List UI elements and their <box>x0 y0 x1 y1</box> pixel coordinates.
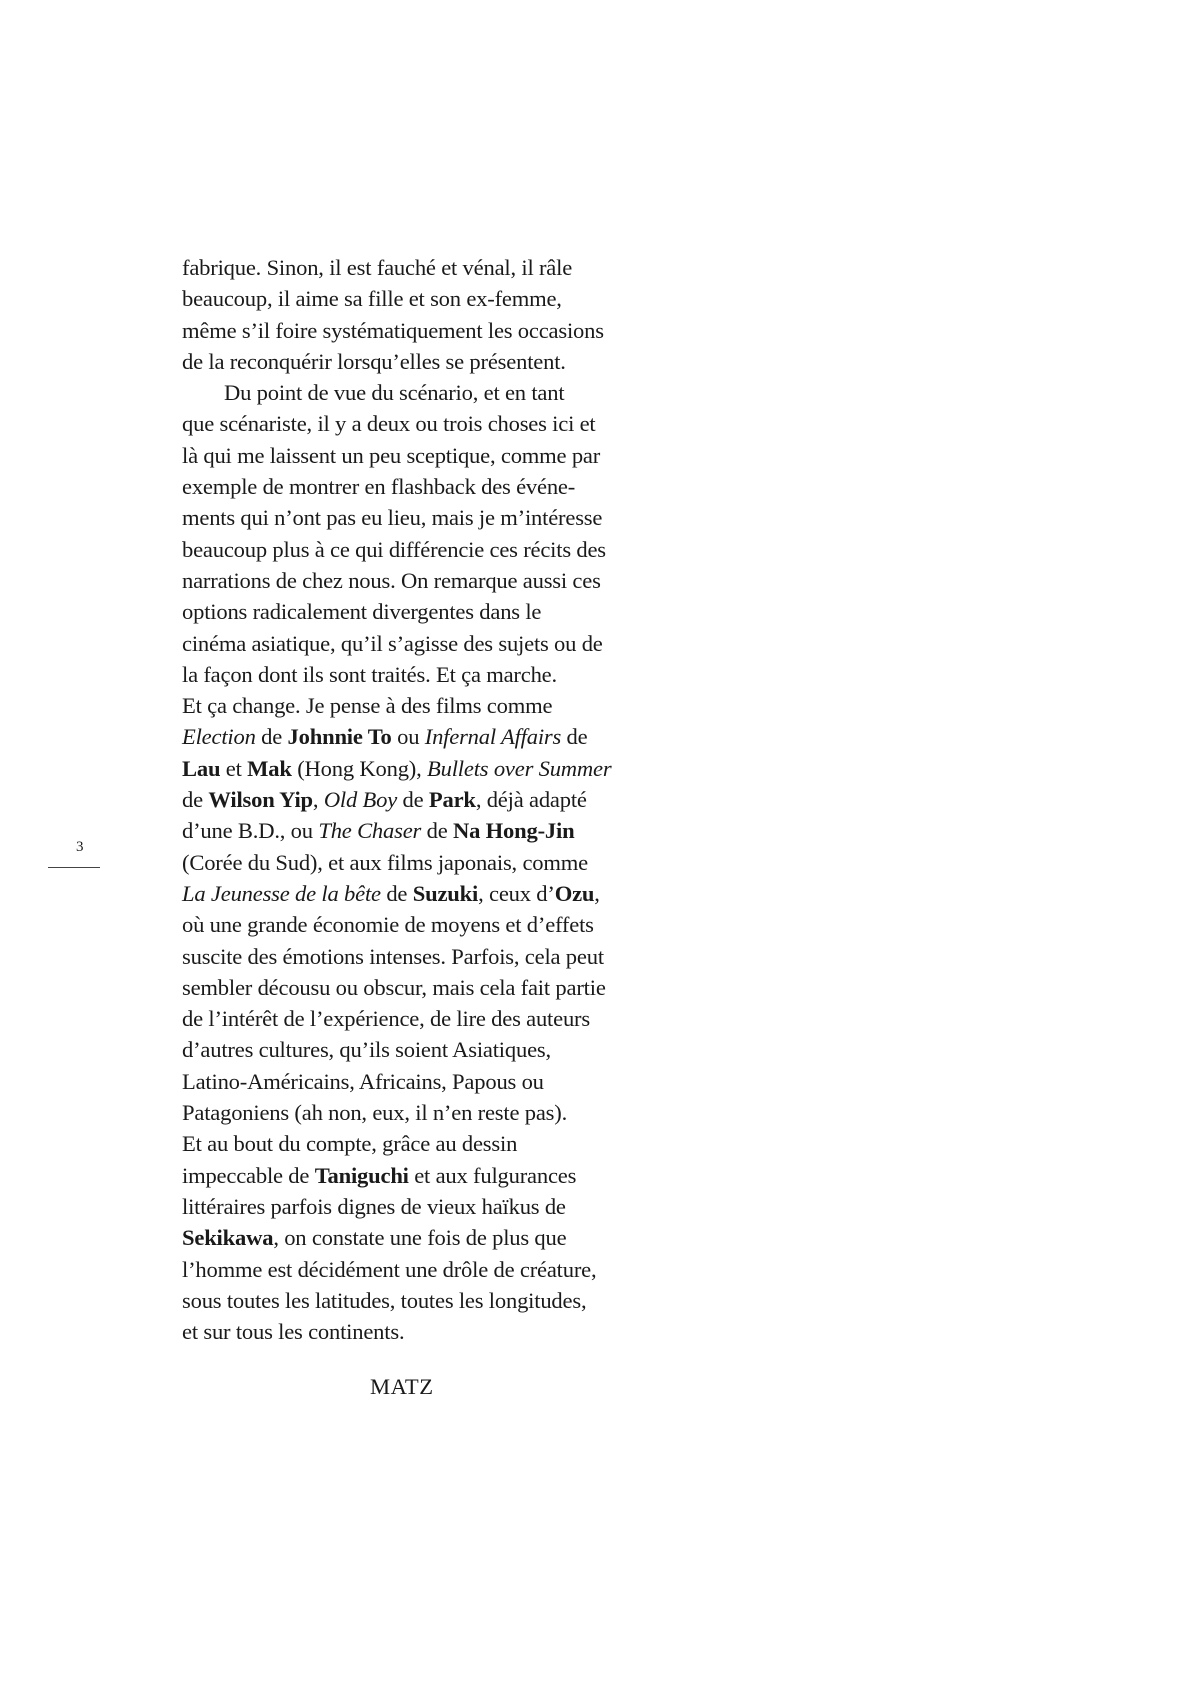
text-run: d’autres cultures, qu’ils soient Asiatiques, <box>182 1037 551 1063</box>
text-run: ou <box>391 724 425 750</box>
text-run: impeccable de <box>182 1162 315 1188</box>
title-italic: Bullets over Summer <box>427 755 612 781</box>
text-line <box>182 315 652 346</box>
page-number-rule <box>48 867 100 868</box>
text-run: là qui me laissent un peu sceptique, comme par <box>182 442 601 468</box>
text-run: de <box>182 787 209 813</box>
name-bold: Wilson Yip <box>208 787 313 813</box>
text-line <box>182 972 652 1003</box>
title-italic: Old Boy <box>323 787 398 813</box>
page-number: 3 <box>76 839 84 855</box>
text-run: Et ça change. Je pense à des films comme <box>182 693 553 719</box>
text-run: narrations de chez nous. On remarque aussi ces <box>182 567 601 593</box>
text-line <box>182 1034 652 1065</box>
text-line <box>182 721 652 752</box>
text-line <box>182 1316 652 1347</box>
text-line <box>182 408 652 439</box>
text-line <box>182 252 652 283</box>
text-run: Patagoniens (ah non, eux, il n’en reste pas). <box>182 1100 568 1126</box>
text-run: sous toutes les latitudes, toutes les longitudes, <box>182 1287 587 1313</box>
text-line <box>182 596 652 627</box>
text-line <box>182 1066 652 1097</box>
text-line <box>182 847 652 878</box>
text-run: que scénariste, il y a deux ou trois choses ici et <box>182 411 596 437</box>
text-run: d’une B.D., ou <box>182 818 319 844</box>
text-run: , déjà adapté <box>475 787 587 813</box>
text-run: et aux fulgurances <box>408 1162 577 1188</box>
text-run: , <box>594 880 600 906</box>
text-line <box>182 1097 652 1128</box>
text-run: de l’intérêt de l’expérience, de lire des auteurs <box>182 1006 590 1032</box>
text-run: sembler décousu ou obscur, mais cela fait partie <box>182 974 606 1000</box>
title-italic: Infernal Affairs <box>424 724 562 750</box>
text-run: Et au bout du compte, grâce au dessin <box>182 1131 518 1157</box>
text-line <box>182 565 652 596</box>
text-line <box>182 878 652 909</box>
text-line <box>182 534 652 565</box>
text-line <box>182 628 652 659</box>
text-run: même s’il foire systématiquement les occasions <box>182 317 604 343</box>
text-line <box>182 941 652 972</box>
text-run: (Hong Kong), <box>291 755 428 781</box>
text-run: l’homme est décidément une drôle de créature, <box>182 1256 597 1282</box>
text-run: options radicalement divergentes dans le <box>182 599 542 625</box>
text-run: littéraires parfois dignes de vieux haïkus de <box>182 1193 566 1219</box>
text-line <box>182 659 652 690</box>
name-bold: Park <box>428 787 476 813</box>
text-run: , ceux d’ <box>478 880 555 906</box>
text-run: et sur tous les continents. <box>182 1319 405 1345</box>
text-run: Du point de vue du scénario, et en tant <box>224 380 565 406</box>
text-line <box>182 283 652 314</box>
text-run: de la reconquérir lorsqu’elles se présentent. <box>182 348 566 374</box>
name-bold: Johnnie To <box>287 724 392 750</box>
text-run: , on constate une fois de plus que <box>273 1225 567 1251</box>
text-line <box>182 1254 652 1285</box>
text-run: la façon dont ils sont traités. Et ça marche. <box>182 661 557 687</box>
author-signature: MATZ <box>370 1374 434 1399</box>
text-line <box>182 909 652 940</box>
title-italic: La Jeunesse de la bête <box>182 880 381 906</box>
text-line <box>182 1285 652 1316</box>
text-line <box>182 1160 652 1191</box>
text-run: suscite des émotions intenses. Parfois, cela peut <box>182 943 604 969</box>
name-bold: Na Hong-Jin <box>452 818 575 844</box>
text-line <box>182 1222 652 1253</box>
text-line <box>182 377 652 408</box>
text-run: beaucoup plus à ce qui différencie ces récits des <box>182 536 606 562</box>
text-line <box>182 815 652 846</box>
text-run: exemple de montrer en flashback des événe- <box>182 474 576 500</box>
text-run: Latino-Américains, Africains, Papous ou <box>182 1068 544 1094</box>
text-run: de <box>397 787 429 813</box>
title-italic: Election <box>182 724 256 750</box>
text-run: fabrique. Sinon, il est fauché et vénal, il râle <box>182 255 573 280</box>
text-run: de <box>421 818 453 844</box>
text-run: de <box>561 724 588 750</box>
text-line <box>182 690 652 721</box>
text-run: ments qui n’ont pas eu lieu, mais je m’intéresse <box>182 505 603 531</box>
text-line <box>182 753 652 784</box>
name-bold: Mak <box>247 755 292 781</box>
name-bold: Sekikawa <box>182 1225 274 1251</box>
text-line <box>182 1003 652 1034</box>
text-run: de <box>255 724 288 750</box>
text-run: où une grande économie de moyens et d’effets <box>182 912 594 938</box>
text-run: beaucoup, il aime sa fille et son ex-femme, <box>182 286 562 312</box>
name-bold: Ozu <box>554 880 595 906</box>
text-line <box>182 1128 652 1159</box>
title-italic: The Chaser <box>318 818 422 844</box>
name-bold: Taniguchi <box>314 1162 409 1188</box>
text-run: et <box>220 755 248 781</box>
text-run: (Corée du Sud), et aux films japonais, comme <box>182 849 588 875</box>
text-line <box>182 1191 652 1222</box>
text-line <box>182 346 652 377</box>
name-bold: Lau <box>182 755 221 781</box>
text-line <box>182 471 652 502</box>
text-line <box>182 440 652 471</box>
body-text <box>182 252 652 1347</box>
text-run: cinéma asiatique, qu’il s’agisse des sujets ou de <box>182 630 603 656</box>
text-line <box>182 784 652 815</box>
text-run: de <box>380 880 413 906</box>
text-line <box>182 502 652 533</box>
name-bold: Suzuki <box>412 880 479 906</box>
text-run: , <box>312 787 324 813</box>
